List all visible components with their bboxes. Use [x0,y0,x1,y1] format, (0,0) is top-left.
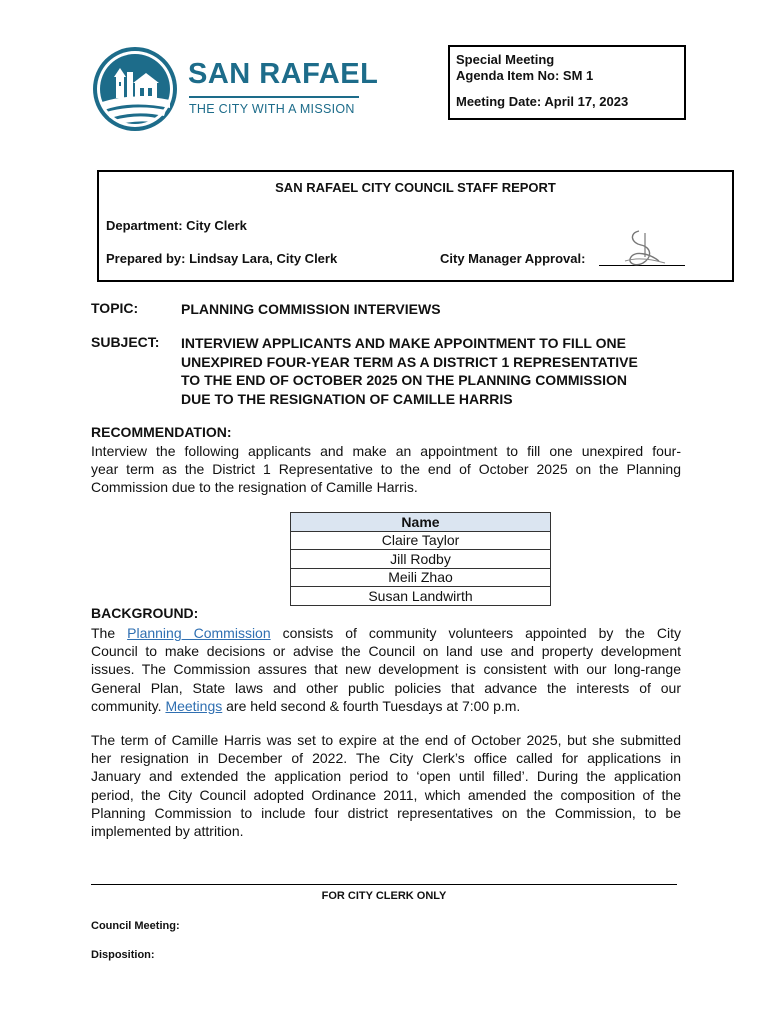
applicant-name: Jill Rodby [291,550,551,569]
applicant-name: Meili Zhao [291,568,551,587]
recommendation-line: Commission due to the resignation of Camille Harris. [91,479,418,496]
meeting-info-box [448,45,686,120]
planning-commission-link[interactable]: Planning Commission [127,625,271,641]
city-name: SAN RAFAEL [188,58,379,90]
text-fragment: community. [91,697,166,714]
applicant-name: Claire Taylor [291,531,551,550]
subject-line: INTERVIEW APPLICANTS AND MAKE APPOINTMENT TO FILL ONE [181,335,626,351]
recommendation-text [91,442,681,497]
background-line: issues. The Commission assures that new development is consistent with our long-range [91,661,681,678]
background-line [91,624,681,642]
meeting-type: Special Meeting [456,52,555,67]
prepared-by: Prepared by: Lindsay Lara, City Clerk [106,251,338,266]
recommendation-line: Interview the following applicants and make an appointment to fill one unexpired four- [91,443,681,459]
meetings-link[interactable]: Meetings [165,697,223,714]
topic-value: PLANNING COMMISSION INTERVIEWS [181,301,441,317]
term-line: her resignation in December of 2022. The City Clerk’s office called for applications in [91,750,681,767]
table-row [291,550,551,569]
council-meeting-label: Council Meeting: [91,920,180,932]
text-fragment: The [91,625,128,641]
agenda-item: Agenda Item No: SM 1 [456,68,594,83]
recommendation-heading: RECOMMENDATION: [91,424,232,440]
background-heading: BACKGROUND: [91,605,199,621]
subject-line: UNEXPIRED FOUR-YEAR TERM AS A DISTRICT 1 REPRESENTATIVE [181,353,638,370]
department: Department: City Clerk [106,218,247,233]
background-text [91,624,681,715]
table-header-name: Name [291,513,551,532]
table-row [291,531,551,550]
topic-label: TOPIC: [91,300,139,316]
term-line: period, the City Council adopted Ordinance 2011, which amended the composition of the [91,786,681,803]
subject-value [181,334,687,408]
term-line: January and extended the application period to ‘open until filled’. During the application [91,768,681,785]
staff-report-box [97,170,734,282]
logo-divider [189,96,359,98]
meeting-date: Meeting Date: April 17, 2023 [456,94,629,109]
table-row [291,568,551,587]
disposition-label: Disposition: [91,949,155,961]
term-line: implemented by attrition. [91,822,244,839]
recommendation-line: year term as the District 1 Representative to the end of October 2025 on the Planning [91,461,681,478]
background-line: General Plan, State laws and other public policies that advance the interests of our [91,679,681,696]
applicant-name: Susan Landwirth [291,587,551,606]
term-line: Planning Commission to include four district representatives on the Commission, to be [91,804,681,821]
city-manager-approval-label: City Manager Approval: [440,251,586,266]
subject-line: DUE TO THE RESIGNATION OF CAMILLE HARRIS [181,390,513,407]
text-fragment: are held second & fourth Tuesdays at 7:00 p.m. [222,697,521,714]
term-line: The term of Camille Harris was set to expire at the end of October 2025, but she submitted [91,732,681,748]
background-line [91,697,681,715]
city-tagline: THE CITY WITH A MISSION [189,102,355,116]
subject-line: TO THE END OF OCTOBER 2025 ON THE PLANNING COMMISSION [181,372,627,388]
city-seal-icon [92,44,178,134]
report-title: SAN RAFAEL CITY COUNCIL STAFF REPORT [275,180,556,195]
text-fragment: consists of community volunteers appointed by the City [270,625,681,641]
background-line: Council to make decisions or advise the Council on land use and property development [91,643,681,660]
signature-image [619,227,669,271]
footer-divider [91,884,677,885]
subject-label: SUBJECT: [91,334,160,350]
term-paragraph [91,731,681,840]
applicants-table [290,512,551,606]
table-row [291,587,551,606]
footer-title: FOR CITY CLERK ONLY [321,890,447,902]
